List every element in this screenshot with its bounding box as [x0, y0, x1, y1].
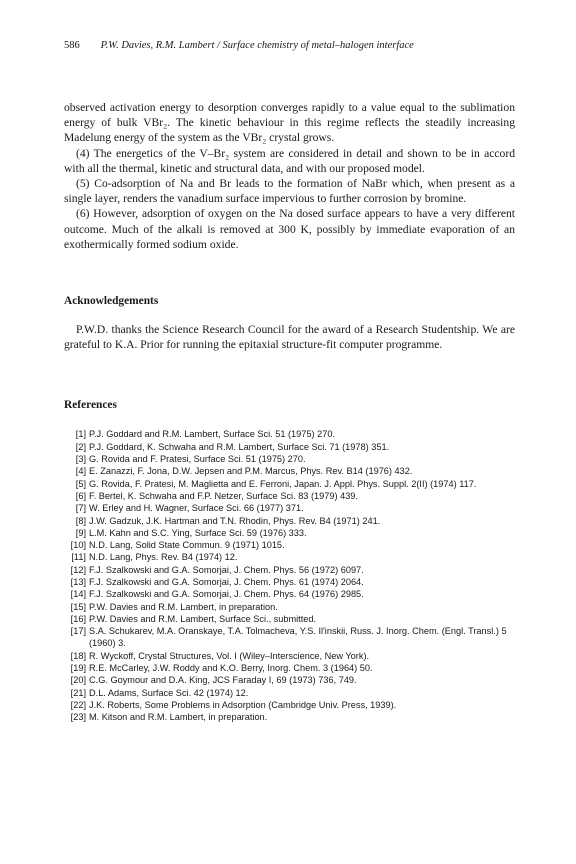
reference-text: F.J. Szalkowski and G.A. Somorjai, J. Chem. Phys. 56 (1972) 6097. [89, 564, 364, 575]
reference-text: G. Rovida, F. Pratesi, M. Maglietta and E. Ferroni, Japan. J. Appl. Phys. Suppl. 2(II) (1974) 117. [89, 478, 477, 489]
reference-number: [4] [75, 466, 86, 477]
reference-text: D.L. Adams, Surface Sci. 42 (1974) 12. [89, 687, 249, 698]
reference-text: W. Erley and H. Wagner, Surface Sci. 66 (1977) 371. [89, 503, 304, 514]
reference-number: [5] [75, 478, 86, 489]
reference-item [64, 527, 515, 539]
reference-text: P.J. Goddard and R.M. Lambert, Surface Sci. 51 (1975) 270. [89, 429, 335, 440]
reference-text: E. Zanazzi, F. Jona, D.W. Jepsen and P.M. Marcus, Phys. Rev. B14 (1976) 432. [89, 466, 413, 477]
reference-number: [23] [70, 712, 86, 723]
reference-text: L.M. Kahn and S.C. Ying, Surface Sci. 59 (1976) 333. [89, 527, 307, 538]
reference-number: [7] [75, 503, 86, 514]
reference-item [64, 588, 515, 600]
reference-text: F. Bertel, K. Schwaha and F.P. Netzer, Surface Sci. 83 (1979) 439. [89, 490, 358, 501]
reference-text: M. Kitson and R.M. Lambert, in preparation. [89, 712, 268, 723]
body-paragraph: observed activation energy to desorption converges rapidly to a value equal to the sublimation energy of bulk VBr₂. The kinetic behaviour in this regime reflects the steadily increasing Madelung energy of the system as the VBr₂ crystal grows. [64, 101, 515, 145]
reference-text: F.J. Szalkowski and G.A. Somorjai, J. Chem. Phys. 61 (1974) 2064. [89, 577, 364, 587]
reference-number: [8] [75, 515, 86, 526]
references-heading: References [64, 399, 117, 412]
reference-item [64, 674, 515, 686]
reference-item [64, 613, 515, 625]
reference-number: [1] [75, 429, 86, 440]
reference-item [64, 564, 515, 576]
page-number: 586 [64, 40, 80, 51]
reference-item [64, 478, 515, 490]
reference-text: R.E. McCarley, J.W. Roddy and K.O. Berry, Inorg. Chem. 3 (1964) 50. [89, 663, 373, 674]
reference-item [64, 625, 515, 650]
acknowledgements-text: P.W.D. thanks the Science Research Council for the award of a Research Studentship. We are grateful to K.A. Prior for running the epitaxial structure-fit computer programme. [64, 323, 515, 352]
reference-text: F.J. Szalkowski and G.A. Somorjai, J. Chem. Phys. 64 (1976) 2985. [89, 589, 364, 600]
reference-text: C.G. Goymour and D.A. King, JCS Faraday I, 69 (1973) 736, 749. [89, 675, 357, 686]
reference-number: [10] [70, 540, 86, 551]
running-header [64, 40, 515, 56]
reference-number: [14] [70, 589, 86, 600]
reference-text: J.W. Gadzuk, J.K. Hartman and T.N. Rhodin, Phys. Rev. B4 (1971) 241. [89, 515, 381, 526]
body-paragraph: (4) The energetics of the V–Br₂ system are considered in detail and shown to be in accord with all the thermal, kinetic and structural data, and with our proposed model. [64, 146, 515, 175]
running-title: P.W. Davies, R.M. Lambert / Surface chemistry of metal–halogen interface [100, 40, 414, 51]
body-paragraph: (6) However, adsorption of oxygen on the Na dosed surface appears to have a very different outcome. Much of the alkali is removed at 300 K, possibly by immediate evaporation of an exothermically formed sodium oxide. [64, 207, 515, 251]
reference-number: [16] [70, 613, 86, 624]
reference-item [64, 662, 515, 674]
reference-item [64, 576, 515, 588]
reference-item [64, 490, 515, 502]
body-paragraph: (5) Co-adsorption of Na and Br leads to the formation of NaBr which, when present as a single layer, renders the vanadium surface impervious to further corrosion by bromine. [64, 177, 515, 206]
reference-item [64, 699, 515, 711]
reference-list [64, 428, 515, 723]
reference-item [64, 650, 515, 662]
reference-item [64, 441, 515, 453]
reference-number: [18] [70, 650, 86, 661]
reference-item [64, 601, 515, 613]
reference-number: [12] [70, 564, 86, 575]
reference-text: J.K. Roberts, Some Problems in Adsorption (Cambridge Univ. Press, 1939). [89, 699, 397, 710]
reference-item [64, 539, 515, 551]
reference-number: [13] [70, 577, 86, 587]
reference-text: P.J. Goddard, K. Schwaha and R.M. Lambert, Surface Sci. 71 (1978) 351. [89, 441, 390, 452]
reference-text: N.D. Lang, Solid State Commun. 9 (1971) 1015. [89, 540, 285, 551]
reference-number: [21] [70, 687, 86, 698]
reference-number: [22] [70, 699, 86, 710]
reference-item [64, 465, 515, 477]
reference-number: [6] [75, 490, 86, 501]
reference-number: [17] [70, 626, 86, 637]
reference-item [64, 687, 515, 699]
reference-text: P.W. Davies and R.M. Lambert, Surface Sci., submitted. [89, 613, 317, 624]
reference-number: [2] [75, 441, 86, 452]
reference-number: [19] [70, 663, 86, 674]
reference-text: P.W. Davies and R.M. Lambert, in preparation. [89, 601, 278, 612]
reference-number: [15] [70, 601, 86, 612]
reference-number: [20] [70, 675, 86, 686]
reference-text: R. Wyckoff, Crystal Structures, Vol. I (Wiley–Interscience, New York). [89, 650, 370, 661]
reference-item [64, 515, 515, 527]
reference-number: [9] [75, 527, 86, 538]
reference-text: S.A. Schukarev, M.A. Oranskaye, T.A. Tolmacheva, Y.S. Il'inskii, Russ. J. Inorg. Chem. (Engl. Transl.) 5 (1960) 3. [89, 626, 507, 649]
reference-text: N.D. Lang, Phys. Rev. B4 (1974) 12. [89, 552, 238, 563]
reference-number: [3] [75, 454, 86, 465]
reference-item [64, 428, 515, 440]
reference-text: G. Rovida and F. Pratesi, Surface Sci. 51 (1975) 270. [89, 454, 306, 465]
reference-item [64, 502, 515, 514]
reference-item [64, 453, 515, 465]
reference-item [64, 711, 515, 723]
page [64, 40, 515, 724]
reference-item [64, 551, 515, 563]
reference-number: [11] [71, 552, 86, 563]
acknowledgements-heading: Acknowledgements [64, 295, 159, 308]
